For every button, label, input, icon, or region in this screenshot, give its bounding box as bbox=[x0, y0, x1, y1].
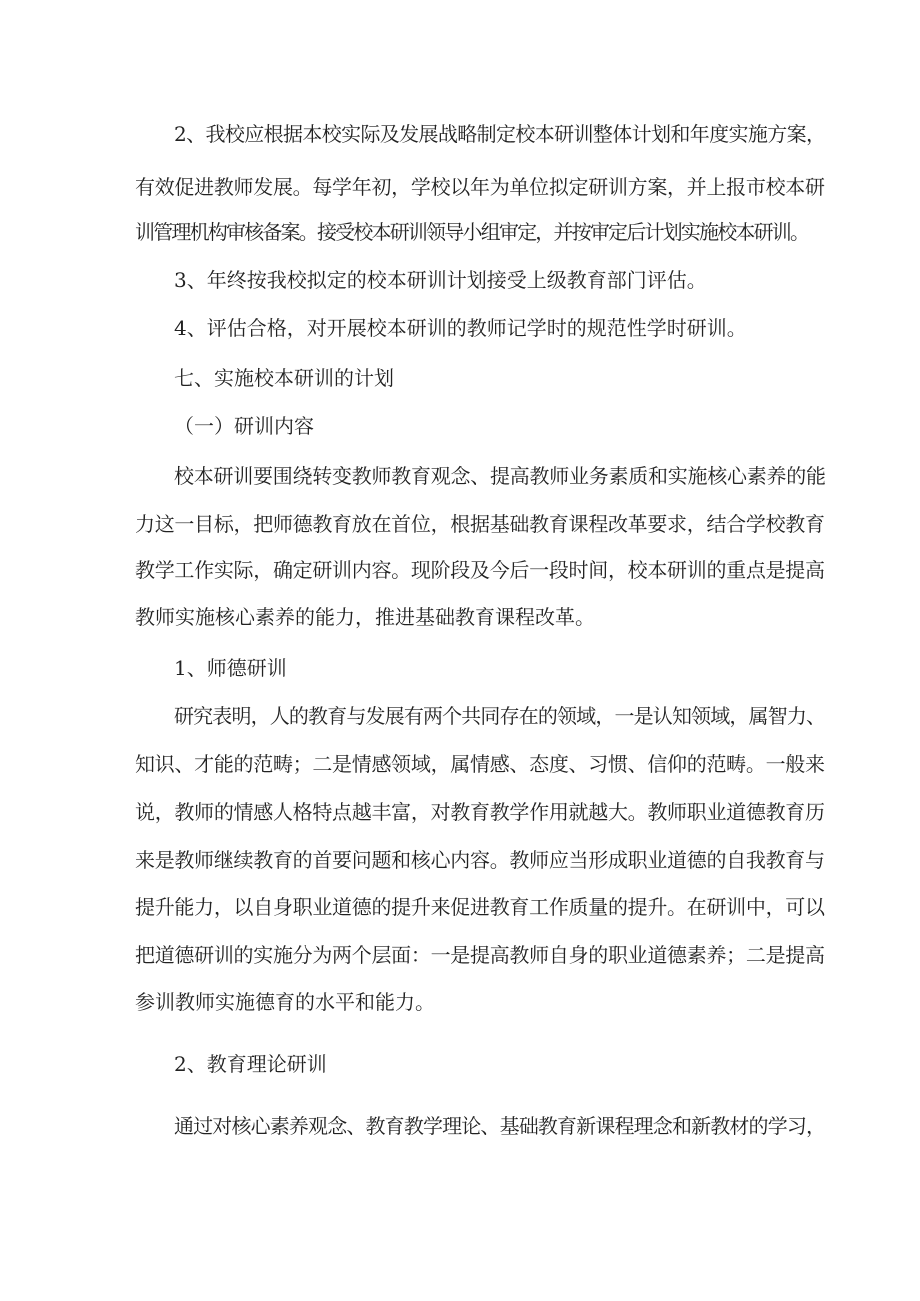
paragraph-line: 2、我校应根据本校实际及发展战略制定校本研训整体计划和年度实施方案， bbox=[174, 122, 826, 146]
subsection-heading: （一）研训内容 bbox=[174, 414, 314, 438]
paragraph-line: 教学工作实际，确定研训内容。现阶段及今后一段时间，校本研训的重点是提高 bbox=[135, 558, 825, 582]
paragraph-line: 3、年终按我校拟定的校本研训计划接受上级教育部门评估。 bbox=[174, 268, 707, 292]
paragraph-line: 来是教师继续教育的首要问题和核心内容。教师应当形成职业道德的自我教育与 bbox=[135, 848, 825, 872]
subsection-heading: 2、教育理论研训 bbox=[174, 1052, 327, 1076]
paragraph-line: 校本研训要围绕转变教师教育观念、提高教师业务素质和实施核心素养的能 bbox=[174, 464, 826, 488]
paragraph-line: 力这一目标，把师德教育放在首位，根据基础教育课程改革要求，结合学校教育 bbox=[135, 512, 825, 536]
paragraph-line: 知识、才能的范畴；二是情感领域，属情感、态度、习惯、信仰的范畴。一般来 bbox=[135, 752, 825, 776]
subsection-heading: 1、师德研训 bbox=[174, 656, 287, 680]
paragraph-line: 4、评估合格，对开展校本研训的教师记学时的规范性学时研训。 bbox=[174, 316, 747, 340]
paragraph-line: 把道德研训的实施分为两个层面：一是提高教师自身的职业道德素养；二是提高 bbox=[135, 943, 825, 967]
paragraph-line: 通过对核心素养观念、教育教学理论、基础教育新课程理念和新教材的学习， bbox=[174, 1114, 826, 1138]
section-heading: 七、实施校本研训的计划 bbox=[174, 366, 394, 390]
paragraph-line: 训管理机构审核备案。接受校本研训领导小组审定，并按审定后计划实施校本研训。 bbox=[135, 220, 809, 244]
paragraph-line: 研究表明，人的教育与发展有两个共同存在的领域，一是认知领域，属智力、 bbox=[174, 704, 826, 728]
paragraph-line: 说，教师的情感人格特点越丰富，对教育教学作用就越大。教师职业道德教育历 bbox=[135, 800, 825, 824]
paragraph-line: 教师实施核心素养的能力，推进基础教育课程改革。 bbox=[135, 605, 595, 629]
paragraph-line: 有效促进教师发展。每学年初，学校以年为单位拟定研训方案，并上报市校本研 bbox=[135, 175, 825, 199]
paragraph-line: 提升能力，以自身职业道德的提升来促进教育工作质量的提升。在研训中，可以 bbox=[135, 895, 825, 919]
paragraph-line: 参训教师实施德育的水平和能力。 bbox=[135, 990, 435, 1014]
